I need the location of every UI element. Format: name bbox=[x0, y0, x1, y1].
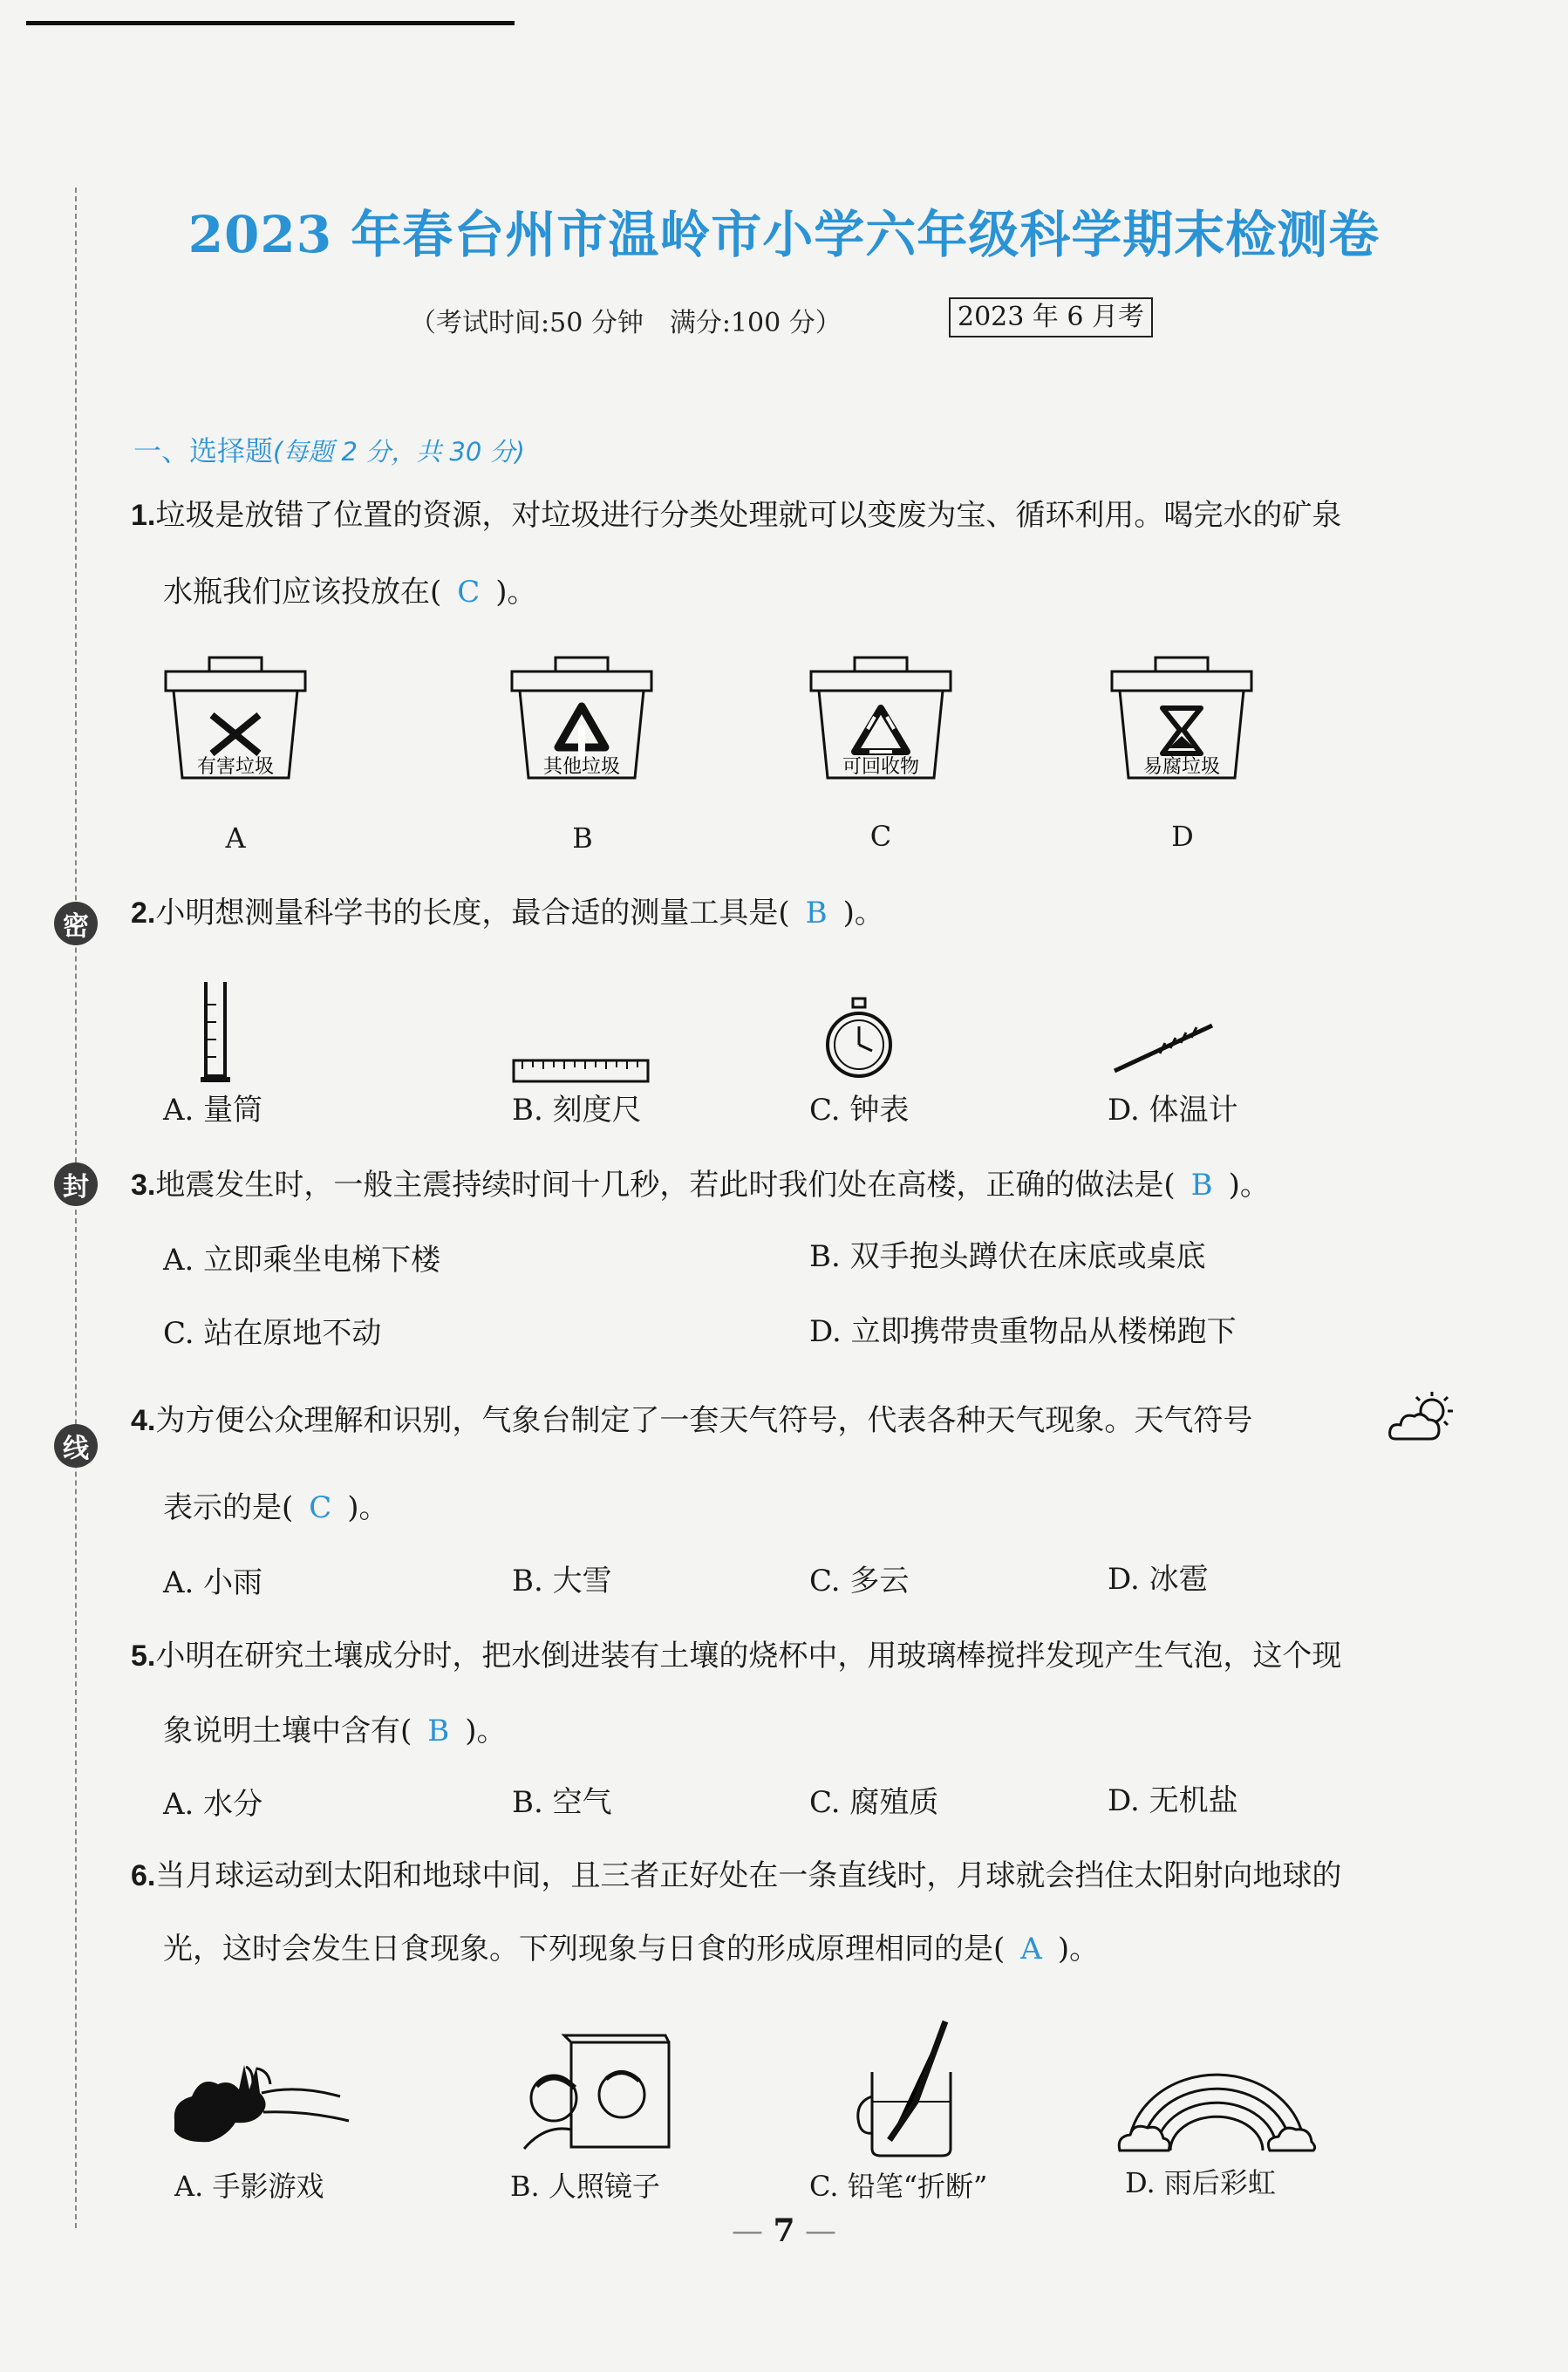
question-3-option-d: D. 立即携带贵重物品从楼梯跑下 bbox=[809, 1314, 1237, 1349]
question-4-text-2: 表示的是( bbox=[163, 1490, 294, 1525]
exam-title: 2023 年春台州市温岭市小学六年级科学期末检测卷 bbox=[187, 205, 1381, 264]
partly-cloudy-weather-icon bbox=[1387, 1388, 1458, 1449]
bin-c-label: 可回收物 bbox=[842, 756, 920, 778]
question-1-line-1 bbox=[131, 495, 1341, 535]
bin-b-label: 其他垃圾 bbox=[542, 756, 621, 778]
question-6-line-2 bbox=[163, 1929, 1099, 1969]
question-4-option-c: C. 多云 bbox=[809, 1564, 910, 1598]
question-2 bbox=[131, 893, 884, 933]
page-number: — 7 — bbox=[732, 2212, 836, 2249]
question-6-line-1 bbox=[131, 1856, 1341, 1896]
section-points: (每题 2 分，共 30 分) bbox=[273, 437, 525, 467]
ruler-icon bbox=[512, 1059, 651, 1083]
question-6-answer: A bbox=[1020, 1932, 1042, 1966]
question-5-text-2: 象说明土壤中含有( bbox=[163, 1714, 412, 1748]
question-5-answer: B bbox=[427, 1714, 450, 1748]
rainbow-image bbox=[1116, 2067, 1317, 2154]
question-5-option-a: A. 水分 bbox=[163, 1787, 263, 1822]
question-3-option-c: C. 站在原地不动 bbox=[163, 1316, 382, 1351]
question-6-text-2-end: )。 bbox=[1057, 1932, 1100, 1966]
graduated-cylinder-icon bbox=[199, 978, 234, 1083]
question-3-text: 地震发生时，一般主震持续时间十几秒，若此时我们处在高楼，正确的做法是( bbox=[155, 1168, 1176, 1203]
question-5-line-1 bbox=[131, 1636, 1341, 1676]
question-4-line-2 bbox=[163, 1488, 389, 1528]
question-1-text-1: 垃圾是放错了位置的资源，对垃圾进行分类处理就可以变废为宝、循环利用。喝完水的矿泉 bbox=[155, 498, 1342, 533]
question-2-option-a: A. 量筒 bbox=[163, 1093, 263, 1128]
question-5-text-1: 小明在研究土壤成分时，把水倒进装有土壤的烧杯中，用玻璃棒搅拌发现产生气泡，这个现 bbox=[155, 1639, 1342, 1673]
question-4-option-b: B. 大雪 bbox=[512, 1564, 612, 1598]
bin-b-letter: B bbox=[572, 821, 593, 855]
question-5-option-c: C. 腐殖质 bbox=[809, 1785, 939, 1820]
bin-b-other bbox=[508, 656, 656, 787]
bin-a-label: 有害垃圾 bbox=[196, 756, 275, 778]
binding-dashed-line bbox=[75, 187, 77, 2228]
question-2-option-d: D. 体温计 bbox=[1108, 1093, 1238, 1128]
question-1-text-2-end: )。 bbox=[495, 575, 537, 610]
question-5-number: 5. bbox=[131, 1639, 156, 1673]
question-3-text-end: )。 bbox=[1228, 1168, 1270, 1203]
question-4-line-1 bbox=[131, 1401, 1252, 1441]
exam-date-box: 2023 年 6 月考 bbox=[949, 297, 1153, 337]
question-5-option-b: B. 空气 bbox=[512, 1785, 612, 1820]
question-4-answer: C bbox=[309, 1490, 332, 1525]
question-4-text-2-end: )。 bbox=[347, 1490, 389, 1525]
top-rule bbox=[26, 21, 515, 25]
question-3-option-a: A. 立即乘坐电梯下楼 bbox=[163, 1243, 441, 1278]
question-6-option-d: D. 雨后彩虹 bbox=[1125, 2166, 1276, 2199]
seal-mark-mi: 密 bbox=[54, 902, 98, 945]
pencil-in-water-image bbox=[855, 2018, 977, 2157]
hand-shadow-rabbit-image bbox=[166, 2058, 358, 2154]
thermometer-icon bbox=[1108, 1019, 1221, 1080]
recycle-icon bbox=[855, 708, 907, 752]
bin-d-letter: D bbox=[1171, 820, 1194, 853]
page-number-value: 7 bbox=[773, 2212, 795, 2249]
bin-d-kitchen bbox=[1108, 656, 1256, 787]
stopwatch-icon bbox=[823, 997, 895, 1080]
seal-mark-feng: 封 bbox=[54, 1162, 98, 1206]
bin-a-letter: A bbox=[225, 821, 246, 855]
seal-mark-xian: 线 bbox=[54, 1424, 98, 1468]
hazard-x-icon bbox=[212, 715, 259, 753]
question-1-answer: C bbox=[457, 575, 481, 610]
question-6-option-c: C. 铅笔“折断” bbox=[809, 2170, 988, 2203]
question-4-text-1: 为方便公众理解和识别，气象台制定了一套天气符号，代表各种天气现象。天气符号 bbox=[155, 1403, 1253, 1438]
question-4-number: 4. bbox=[131, 1404, 156, 1437]
question-6-text-1: 当月球运动到太阳和地球中间，且三者正好处在一条直线时，月球就会挡住太阳射向地球的 bbox=[155, 1858, 1342, 1893]
question-5-line-2 bbox=[163, 1711, 507, 1751]
section-label: 一、选择题 bbox=[133, 434, 274, 467]
question-1-text-2: 水瓶我们应该投放在( bbox=[163, 575, 442, 610]
question-2-text-end: )。 bbox=[842, 896, 884, 930]
question-2-answer: B bbox=[805, 896, 828, 930]
question-4-option-d: D. 冰雹 bbox=[1108, 1562, 1209, 1597]
question-2-option-c: C. 钟表 bbox=[809, 1093, 910, 1128]
bin-c-letter: C bbox=[869, 820, 892, 853]
mirror-reflection-image bbox=[519, 2034, 676, 2156]
other-waste-icon bbox=[558, 706, 605, 759]
question-1-line-2 bbox=[163, 572, 537, 612]
question-2-text: 小明想测量科学书的长度，最合适的测量工具是( bbox=[155, 896, 790, 930]
bin-a-hazardous bbox=[161, 656, 310, 787]
question-3-answer: B bbox=[1190, 1168, 1213, 1203]
hourglass-icon bbox=[1162, 708, 1201, 753]
question-6-text-2: 光，这时会发生日食现象。下列现象与日食的形成原理相同的是( bbox=[163, 1932, 1006, 1966]
question-5-option-d: D. 无机盐 bbox=[1108, 1783, 1238, 1818]
question-3-option-b: B. 双手抱头蹲伏在床底或桌底 bbox=[809, 1239, 1206, 1274]
question-2-option-b: B. 刻度尺 bbox=[512, 1093, 642, 1128]
question-1-number: 1. bbox=[131, 499, 156, 532]
question-2-number: 2. bbox=[131, 896, 156, 930]
question-6-option-b: B. 人照镜子 bbox=[510, 2170, 660, 2203]
question-4-option-a: A. 小雨 bbox=[163, 1565, 263, 1600]
bin-c-recyclable bbox=[807, 656, 955, 787]
question-5-text-2-end: )。 bbox=[465, 1714, 507, 1748]
question-3 bbox=[131, 1165, 1270, 1205]
exam-subtitle: （考试时间:50 分钟 满分:100 分） bbox=[410, 308, 842, 338]
section-header bbox=[133, 429, 525, 469]
question-6-number: 6. bbox=[131, 1859, 156, 1892]
bin-d-label: 易腐垃圾 bbox=[1142, 756, 1221, 778]
question-3-number: 3. bbox=[131, 1169, 156, 1202]
question-6-option-a: A. 手影游戏 bbox=[174, 2170, 324, 2203]
